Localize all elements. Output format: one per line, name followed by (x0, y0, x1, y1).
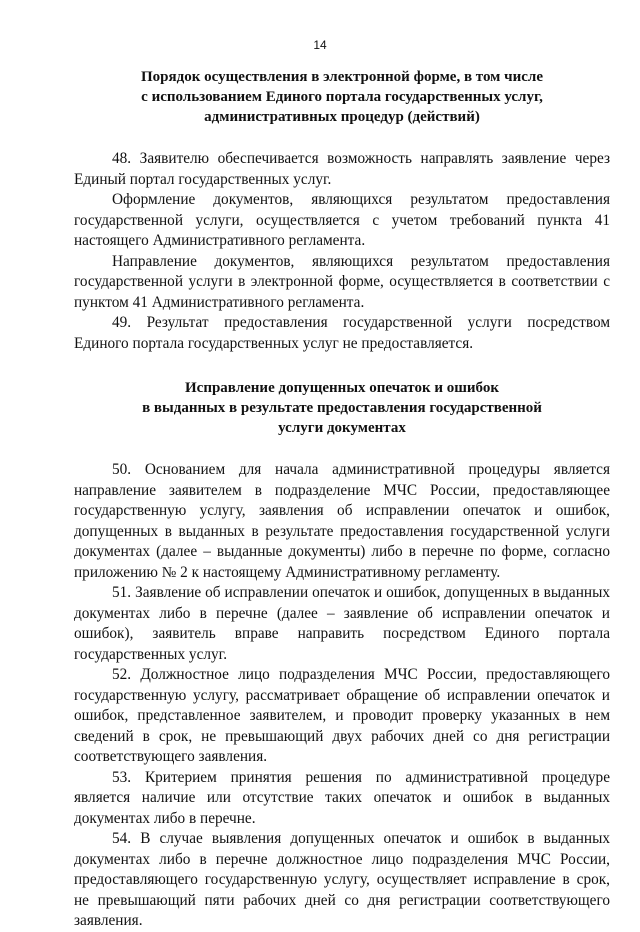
heading-line: с использованием Единого портала государственных услуг, (141, 89, 543, 105)
paragraph-48-documents: Оформление документов, являющихся результатом предоставления государственной услуги, осуществляется с учетом требований пункта 41 настоящего Административного регламента. (74, 191, 610, 249)
paragraph-54: 54. В случае выявления допущенных опечаток и ошибок в выданных документах либо в перечне должностное лицо подразделения МЧС России, предоставляющего государственную услугу, осуществляет исправление в срок, не превышающий пяти рабочих дней со дня регистрации соответствующего заявления. (74, 830, 610, 929)
heading-line: административных процедур (действий) (204, 109, 480, 125)
heading-line: услуги документах (278, 420, 406, 436)
document-body (74, 67, 610, 932)
paragraph-52: 52. Должностное лицо подразделения МЧС России, предоставляющего государственную услугу, рассматривает обращение об исправлении опечаток и ошибок, представленное заявителем, и проводит проверку указанных в нем сведений в срок, не превышающий двух рабочих дней со дня регистрации соответствующего заявления. (74, 666, 610, 765)
page-number: 14 (313, 38, 327, 52)
paragraph-49: 49. Результат предоставления государственной услуги посредством Единого портала государственных услуг не предоставляется. (74, 314, 610, 352)
heading-line: Порядок осуществления в электронной форме, в том числе (141, 69, 543, 85)
paragraph-50: 50. Основанием для начала административной процедуры является направление заявителем в подразделение МЧС России, предоставляющее государственную услугу, заявления об исправлении опечаток и ошибок, допущенных в выданных в результате предоставления государственной услуги документах (далее – выданные документы) либо в перечне по форме, согласно приложению № 2 к настоящему Административному регламенту. (74, 461, 610, 581)
paragraph-48-direction: Направление документов, являющихся результатом предоставления государственной услуги в электронной форме, осуществляется в соответствии с пунктом 41 Административного регламента. (74, 252, 610, 311)
paragraph-53: 53. Критерием принятия решения по административной процедуре является наличие или отсутствие таких опечаток и ошибок в выданных документах либо в перечне. (74, 768, 610, 827)
paragraph-51: 51. Заявление об исправлении опечаток и ошибок, допущенных в выданных документах либо в перечне (далее – заявление об исправлении опечаток и ошибок), заявитель вправе направить посредством Единого портала государственных услуг. (74, 584, 610, 663)
section-heading-error-correction (74, 378, 610, 438)
section-heading-electronic-procedures (74, 67, 610, 127)
heading-line: в выданных в результате предоставления государственной (142, 400, 542, 416)
paragraph-48: 48. Заявителю обеспечивается возможность направлять заявление через Единый портал государственных услуг. (74, 150, 610, 188)
heading-line: Исправление допущенных опечаток и ошибок (185, 380, 499, 396)
